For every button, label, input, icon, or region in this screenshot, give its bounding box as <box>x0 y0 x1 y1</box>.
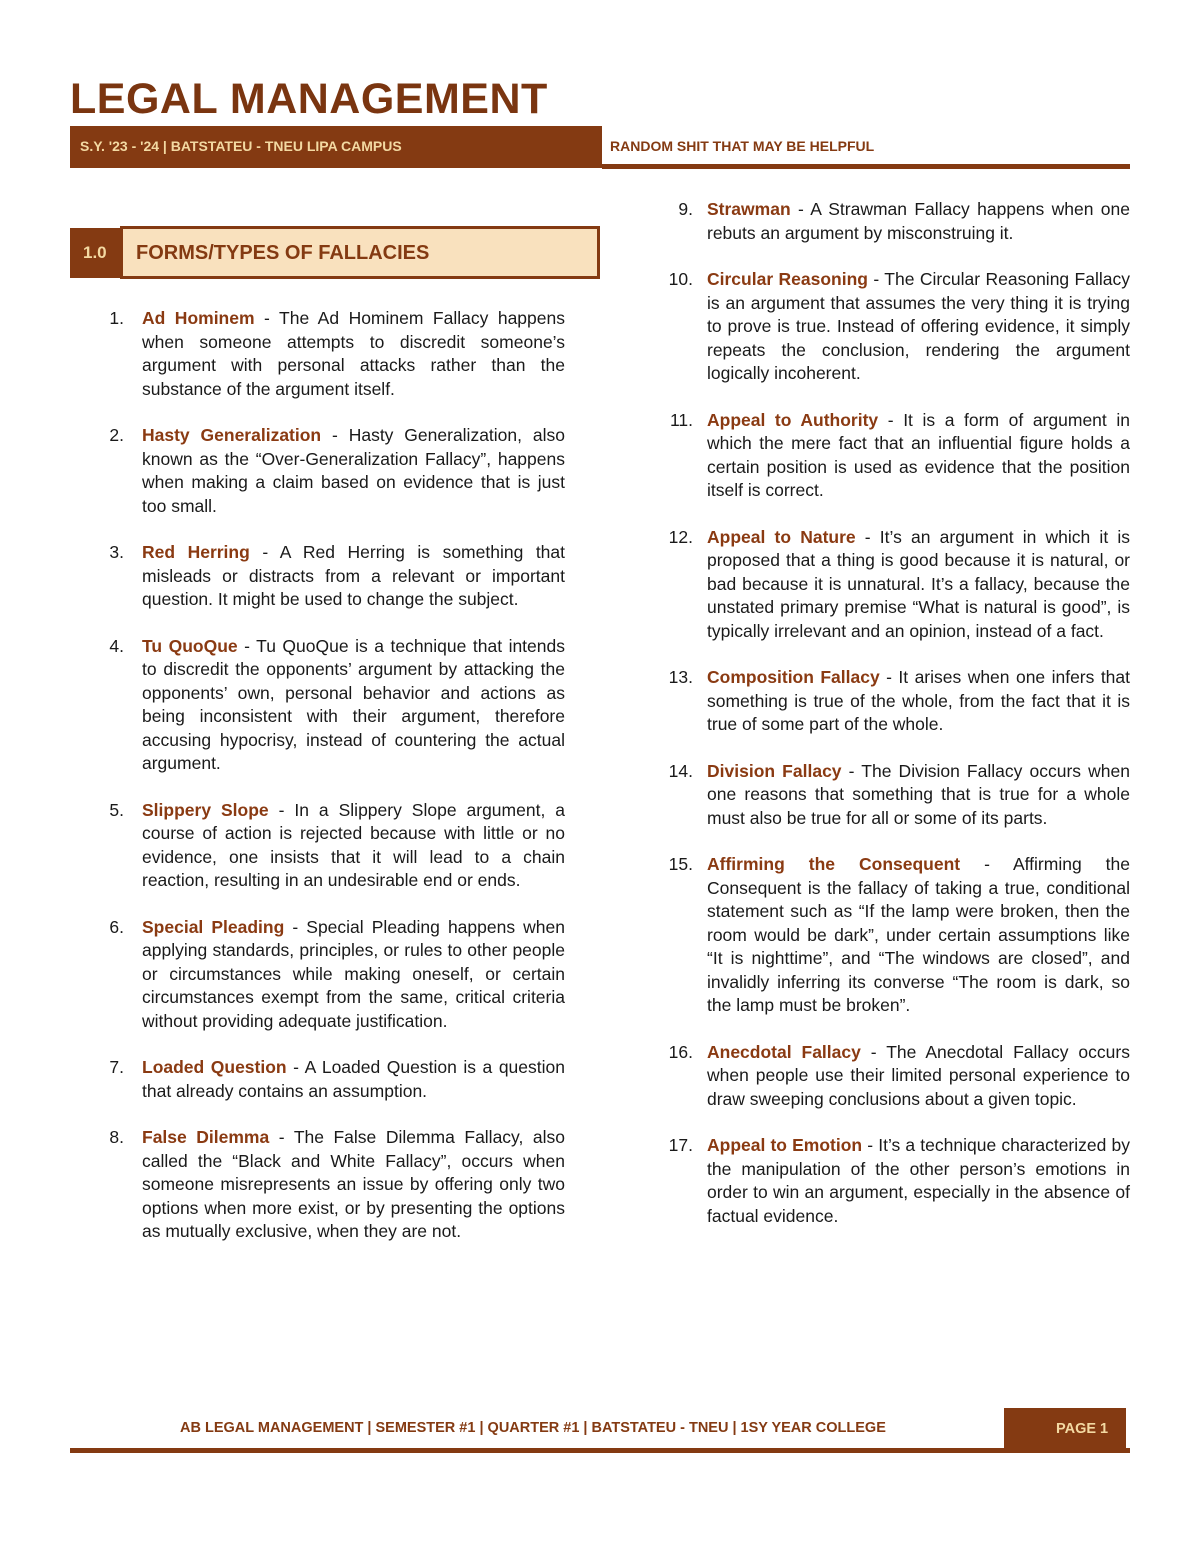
fallacy-item <box>665 760 1130 831</box>
fallacy-number: 13. <box>668 667 693 687</box>
fallacy-separator: - <box>841 760 862 781</box>
fallacy-item <box>665 198 1130 245</box>
fallacy-definition: A Loaded Question is a question that already contains an assumption. <box>142 1057 565 1101</box>
fallacy-item <box>665 526 1130 644</box>
footer-text: AB LEGAL MANAGEMENT | SEMESTER #1 | QUARTER #1 | BATSTATEU - TNEU | 1SY YEAR COLLEGE <box>180 1420 886 1436</box>
fallacy-term: Hasty Generalization <box>142 425 322 445</box>
fallacy-term: Affirming the Consequent <box>707 854 961 874</box>
fallacy-separator: - <box>867 269 885 289</box>
fallacy-term: Composition Fallacy <box>707 667 880 687</box>
fallacy-term: Anecdotal Fallacy <box>707 1041 861 1062</box>
section-title: FORMS/TYPES OF FALLACIES <box>136 242 430 264</box>
fallacy-separator: - <box>862 1135 879 1155</box>
fallacy-definition: The Anecdotal Fallacy occurs when people use their limited personal experience to draw sweeping conclusions about a given topic. <box>707 1041 1130 1109</box>
fallacy-item <box>665 268 1130 386</box>
fallacy-number: 12. <box>668 526 693 547</box>
fallacy-term: Appeal to Nature <box>707 526 856 547</box>
fallacy-item <box>100 541 565 612</box>
header-subtitle-right: RANDOM SHIT THAT MAY BE HELPFUL <box>610 138 875 154</box>
header-subtitle-bar <box>70 126 602 168</box>
fallacy-term: Special Pleading <box>142 916 285 937</box>
fallacy-definition: It’s an argument in which it is proposed that a thing is good because it is natural, or bad because it is unnatural. It’s a fallacy, because the unstated primary premise “What is natural is good”, is typically irrelevant and an opinion, instead of a fact. <box>707 526 1130 641</box>
fallacy-separator: - <box>321 425 349 445</box>
document-title: LEGAL MANAGEMENT <box>70 75 548 123</box>
fallacy-term: Strawman <box>707 199 791 219</box>
fallacy-term: Division Fallacy <box>707 760 842 781</box>
fallacy-term: Red Herring <box>142 542 250 562</box>
fallacy-separator: - <box>286 1057 305 1077</box>
fallacy-definition: Affirming the Consequent is the fallacy of taking a true, conditional statement such as “If the lamp were broken, then the room would be dark”, under certain assumptions like “It is nighttime”, and “The windows are closed”, and invalidly inferring its converse “The room is dark, so the lamp must be broken”. <box>707 854 1130 1015</box>
fallacy-number: 1. <box>109 308 124 328</box>
page-number-box <box>1004 1408 1126 1448</box>
header-subtitle-left: S.Y. '23 - '24 | BATSTATEU - TNEU LIPA CAMPUS <box>80 138 402 154</box>
fallacy-separator: - <box>878 409 904 430</box>
fallacy-number: 15. <box>668 854 693 874</box>
fallacy-list-left <box>100 307 565 1267</box>
fallacy-number: 9. <box>678 199 693 219</box>
fallacy-definition: The Division Fallacy occurs when one reasons that something that is true for a whole must also be true for all or some of its parts. <box>707 760 1130 828</box>
fallacy-definition: It is a form of argument in which the mere fact that an influential figure holds a certain position is used as evidence that the position itself is correct. <box>707 409 1130 500</box>
fallacy-definition: A Strawman Fallacy happens when one rebuts an argument by misconstruing it. <box>707 199 1130 243</box>
fallacy-term: False Dilemma <box>142 1127 270 1147</box>
fallacy-number: 7. <box>109 1057 124 1077</box>
fallacy-definition: In a Slippery Slope argument, a course of action is rejected because with little or no evidence, one insists that it will lead to a chain reaction, resulting in an undesirable end or ends. <box>142 799 565 890</box>
fallacy-item <box>665 1041 1130 1112</box>
fallacy-item <box>100 424 565 518</box>
fallacy-separator: - <box>879 667 899 687</box>
fallacy-item <box>665 409 1130 503</box>
fallacy-item <box>100 635 565 776</box>
fallacy-definition: The Circular Reasoning Fallacy is an argument that assumes the very thing it is trying to prove is true. Instead of offering evidence, it simply repeats the conclusion, rendering the argument logically incoherent. <box>707 269 1130 383</box>
fallacy-separator: - <box>237 635 257 656</box>
fallacy-separator: - <box>855 526 880 547</box>
fallacy-separator: - <box>790 199 811 219</box>
fallacy-number: 5. <box>109 799 124 820</box>
fallacy-term: Loaded Question <box>142 1057 287 1077</box>
fallacy-item <box>100 1126 565 1244</box>
fallacy-separator: - <box>284 916 307 937</box>
section-number: 1.0 <box>83 243 107 262</box>
fallacy-definition: The False Dilemma Fallacy, also called the “Black and White Fallacy”, occurs when someone misrepresents an issue by offering only two options when more exist, or by presenting the options as mutually exclusive, when they are not. <box>142 1127 566 1241</box>
fallacy-definition: The Ad Hominem Fallacy happens when someone attempts to discredit someone’s argument with personal attacks rather than the substance of the argument itself. <box>142 308 565 399</box>
section-number-box <box>70 228 120 278</box>
fallacy-term: Appeal to Authority <box>707 409 879 430</box>
fallacy-separator: - <box>269 1127 294 1147</box>
fallacy-separator: - <box>268 799 295 820</box>
fallacy-number: 17. <box>668 1135 693 1155</box>
fallacy-term: Tu QuoQue <box>142 635 238 656</box>
fallacy-number: 14. <box>668 760 693 781</box>
page-number: PAGE 1 <box>1056 1421 1109 1437</box>
fallacy-item <box>100 1056 565 1103</box>
fallacy-item <box>100 916 565 1034</box>
fallacy-definition: Hasty Generalization, also known as the “Over-Generalization Fallacy”, happens when making a claim based on evidence that is just too small. <box>142 425 565 516</box>
fallacy-number: 3. <box>109 542 124 562</box>
fallacy-item <box>100 799 565 893</box>
fallacy-definition: Tu QuoQue is a technique that intends to discredit the opponents’ argument by attacking the opponents’ own, personal behavior and actions as being inconsistent with their argument, therefore accusing hypocrisy, instead of countering the actual argument. <box>142 635 565 773</box>
fallacy-number: 6. <box>109 916 124 937</box>
fallacy-item <box>100 307 565 401</box>
fallacy-separator: - <box>254 308 280 328</box>
fallacy-number: 11. <box>669 409 693 430</box>
fallacy-definition: A Red Herring is something that misleads or distracts from a relevant or important question. It might be used to change the subject. <box>142 542 566 609</box>
fallacy-number: 10. <box>668 269 693 289</box>
header-divider <box>602 164 1130 169</box>
fallacy-list-right <box>665 198 1130 1251</box>
fallacy-number: 8. <box>109 1127 124 1147</box>
fallacy-separator: - <box>860 1041 887 1062</box>
fallacy-number: 16. <box>668 1041 693 1062</box>
fallacy-item <box>665 666 1130 737</box>
fallacy-item <box>665 853 1130 1018</box>
fallacy-definition: Special Pleading happens when applying standards, principles, or rules to other people or circumstances while making oneself, or certain circumstances exempt from the same, critical criteria without providing adequate justification. <box>142 916 565 1031</box>
fallacy-term: Slippery Slope <box>142 799 269 820</box>
fallacy-term: Appeal to Emotion <box>707 1135 863 1155</box>
fallacy-separator: - <box>249 542 280 562</box>
fallacy-item <box>665 1134 1130 1228</box>
fallacy-separator: - <box>960 854 1013 874</box>
fallacy-term: Ad Hominem <box>142 308 255 328</box>
fallacy-number: 2. <box>109 425 124 445</box>
fallacy-definition: It’s a technique characterized by the manipulation of the other person’s emotions in order to win an argument, especially in the absence of factual evidence. <box>707 1135 1130 1226</box>
section-heading-box <box>120 226 600 279</box>
fallacy-term: Circular Reasoning <box>707 269 868 289</box>
fallacy-number: 4. <box>109 635 124 656</box>
footer-divider <box>70 1448 1130 1453</box>
fallacy-definition: It arises when one infers that something is true of the whole, from the fact that it is true of some part of the whole. <box>707 667 1131 734</box>
